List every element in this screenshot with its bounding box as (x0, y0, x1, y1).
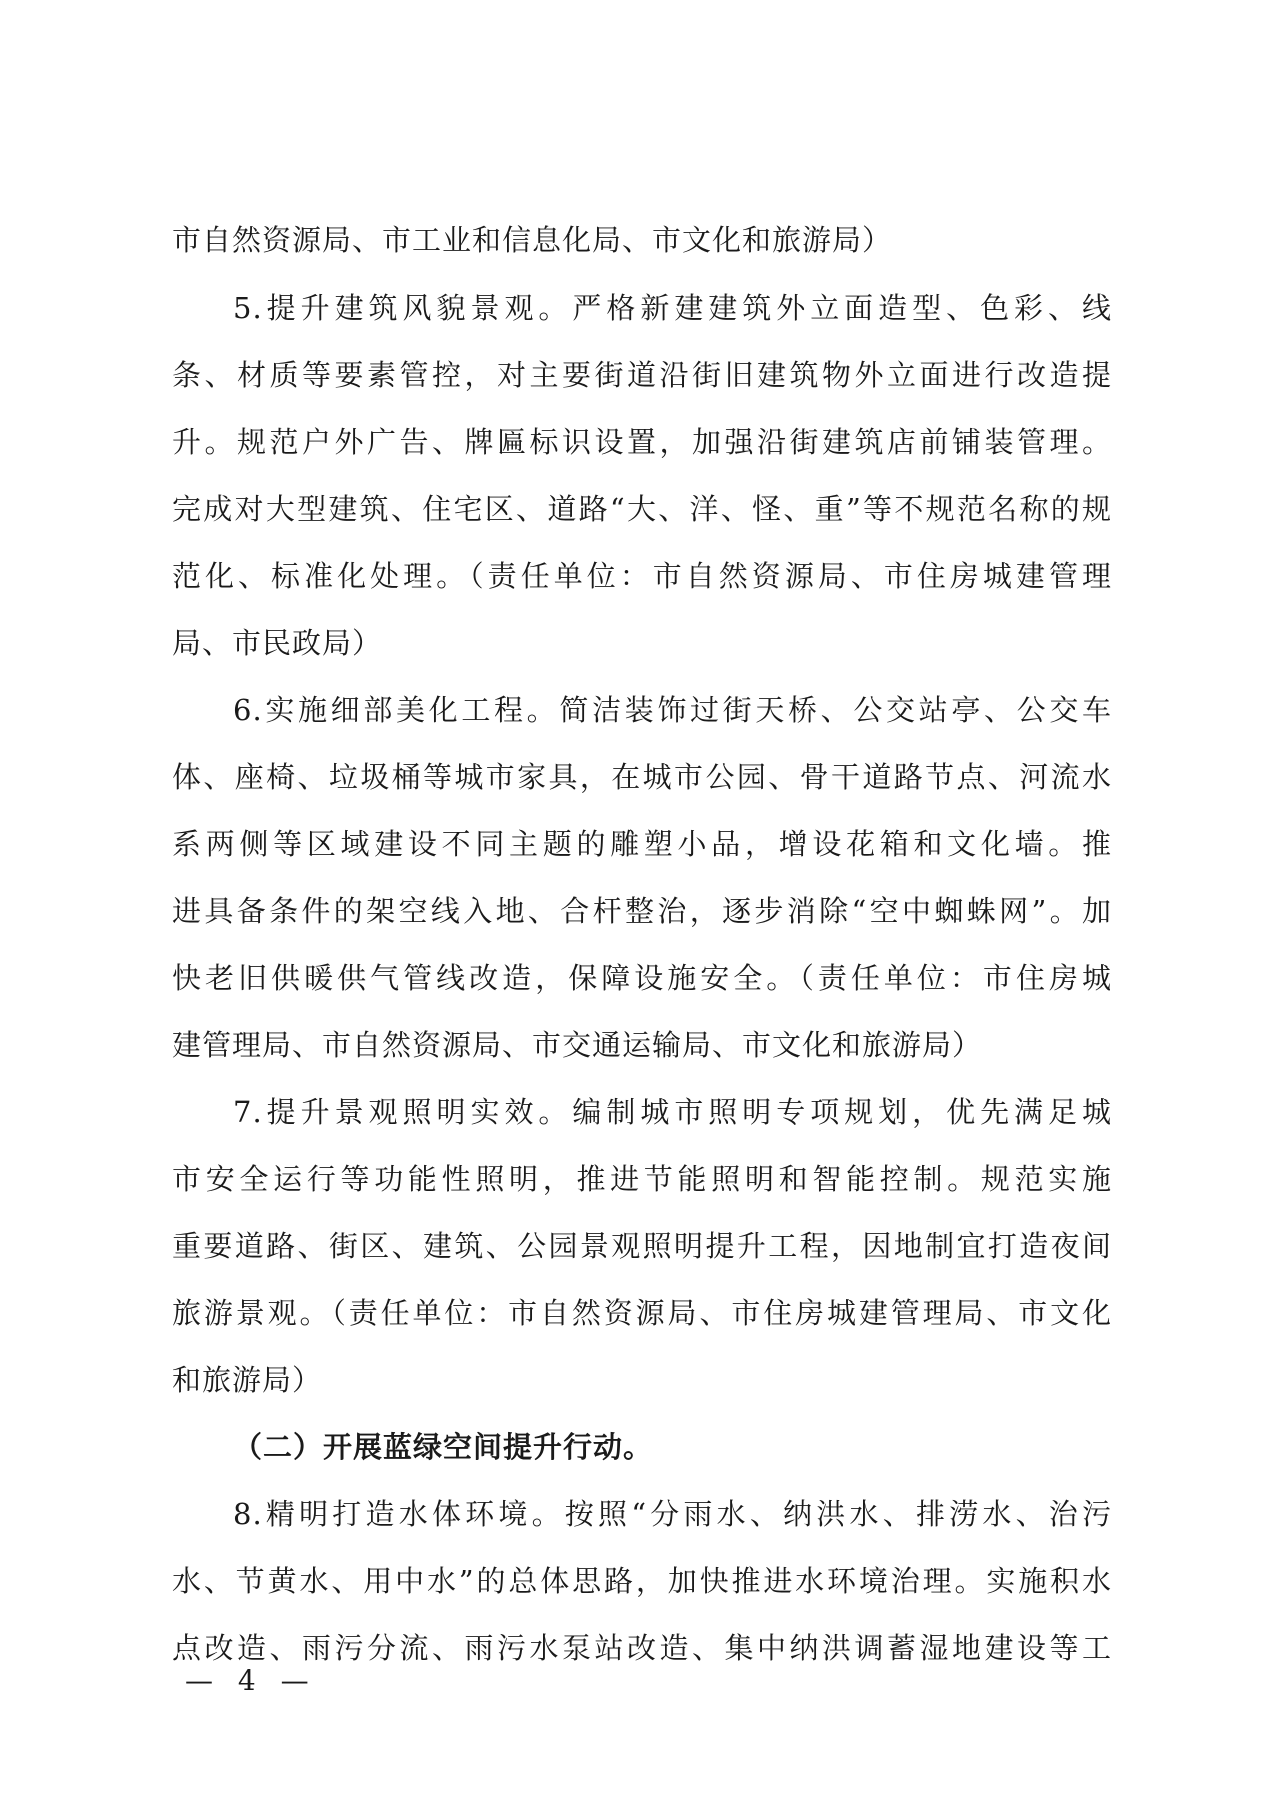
text-line: 水、节黄水、用中水”的总体思路，加快推进水环境治理。实施积水 (172, 1564, 1112, 1598)
text-line: 系两侧等区域建设不同主题的雕塑小品，增设花箱和文化墙。推 (172, 827, 1112, 861)
text-line: 完成对大型建筑、住宅区、道路“大、洋、怪、重”等不规范名称的规 (172, 492, 1112, 526)
text-line: 快老旧供暖供气管线改造，保障设施安全。（责任单位：市住房城 (172, 961, 1112, 995)
text-line: 点改造、雨污分流、雨污水泵站改造、集中纳洪调蓄湿地建设等工 (172, 1631, 1112, 1665)
text-line: 市安全运行等功能性照明，推进节能照明和智能控制。规范实施 (172, 1162, 1112, 1196)
text-line: 6.实施细部美化工程。简洁装饰过街天桥、公交站亭、公交车 (233, 693, 1112, 727)
text-line: 重要道路、街区、建筑、公园景观照明提升工程，因地制宜打造夜间 (172, 1229, 1112, 1263)
text-line: 8.精明打造水体环境。按照“分雨水、纳洪水、排涝水、治污 (233, 1497, 1112, 1531)
section-heading: （二）开展蓝绿空间提升行动。 (233, 1430, 654, 1464)
text-line: 7.提升景观照明实效。编制城市照明专项规划，优先满足城 (233, 1095, 1112, 1129)
text-line: 市自然资源局、市工业和信息化局、市文化和旅游局） (172, 223, 893, 257)
text-line: 条、材质等要素管控，对主要街道沿街旧建筑物外立面进行改造提 (172, 358, 1112, 392)
text-line: 5.提升建筑风貌景观。严格新建建筑外立面造型、色彩、线 (233, 291, 1112, 325)
page-number: — 4 — (185, 1664, 317, 1697)
text-line: 进具备条件的架空线入地、合杆整治，逐步消除“空中蜘蛛网”。加 (172, 894, 1112, 928)
text-line: 建管理局、市自然资源局、市交通运输局、市文化和旅游局） (172, 1028, 983, 1062)
text-line: 范化、标准化处理。（责任单位：市自然资源局、市住房城建管理 (172, 559, 1112, 593)
text-line: 局、市民政局） (172, 626, 383, 660)
text-line: 体、座椅、垃圾桶等城市家具，在城市公园、骨干道路节点、河流水 (172, 760, 1112, 794)
text-line: 和旅游局） (172, 1363, 323, 1397)
text-line: 升。规范户外广告、牌匾标识设置，加强沿街建筑店前铺装管理。 (172, 425, 1112, 459)
text-line: 旅游景观。（责任单位：市自然资源局、市住房城建管理局、市文化 (172, 1296, 1112, 1330)
